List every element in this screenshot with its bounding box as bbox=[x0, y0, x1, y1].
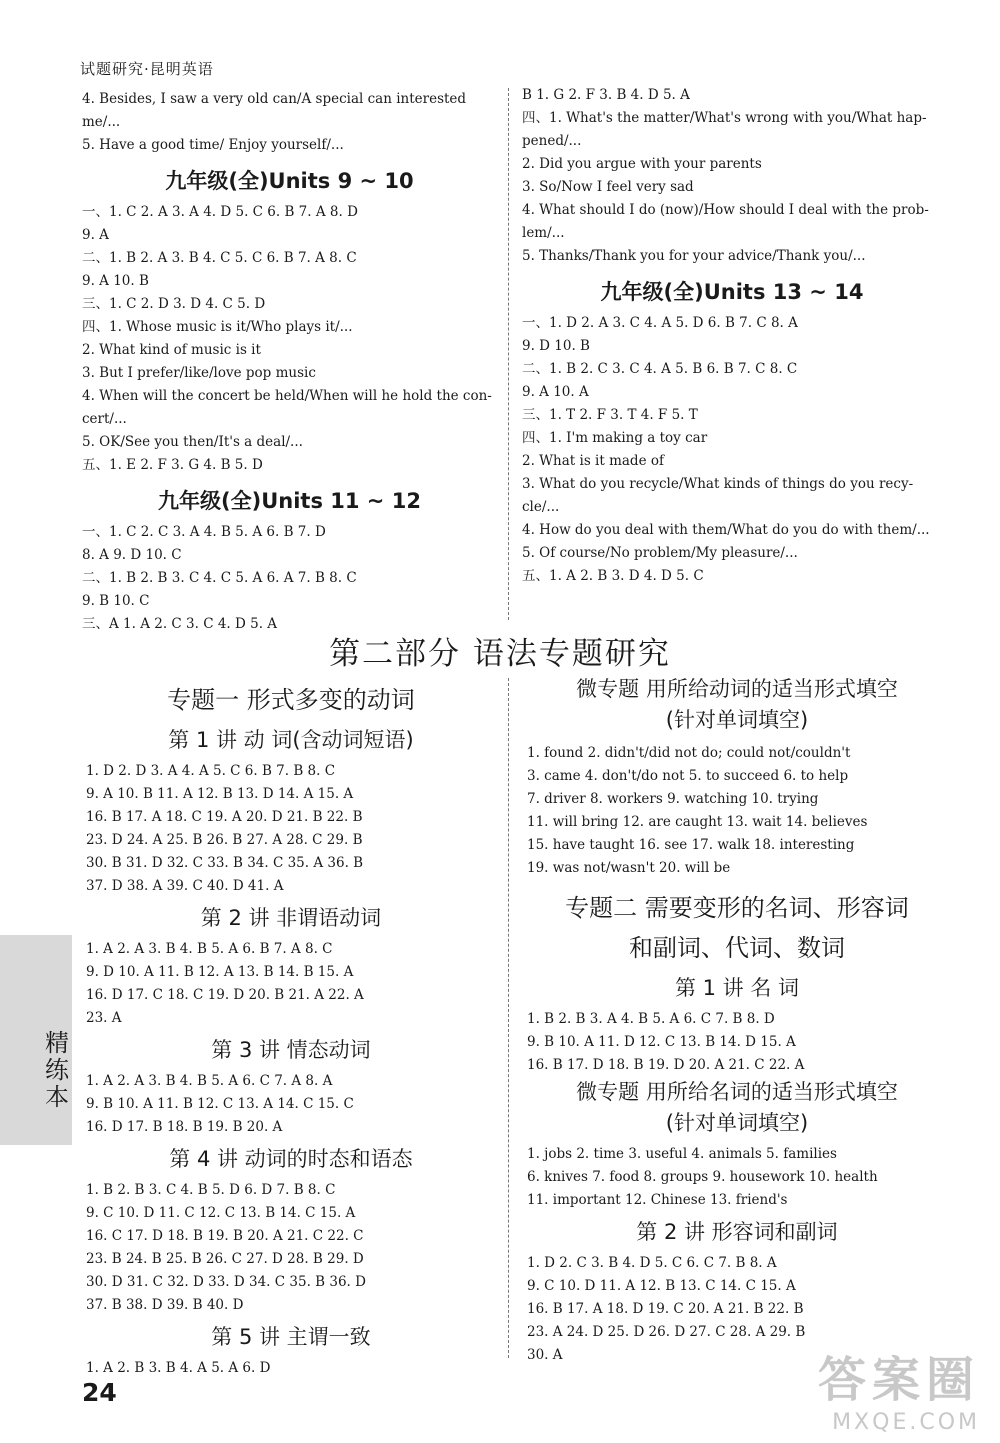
answer-line: 37. B 38. D 39. B 40. D bbox=[86, 1297, 244, 1313]
lecture-5-answers bbox=[86, 1357, 496, 1380]
answer-line: 3. What do you recycle/What kinds of things do you recy- bbox=[522, 476, 914, 492]
answer-line: 三、1. T 2. F 3. T 4. F 5. T bbox=[522, 407, 698, 423]
answer-line: 4. How do you deal with them/What do you do with them/... bbox=[522, 522, 930, 538]
answer-line: 1. A 2. A 3. B 4. B 5. A 6. B 7. A 8. C bbox=[86, 941, 333, 957]
micro-topic-1-subtitle: (针对单词填空) bbox=[665, 708, 809, 732]
answer-line: 四、1. Whose music is it/Who plays it/... bbox=[82, 319, 353, 335]
section-title-units-11-12: 九年级(全)Units 11 ~ 12 bbox=[158, 489, 421, 513]
answer-line: 15. have taught 16. see 17. walk 18. interesting bbox=[527, 837, 855, 853]
lecture-2-answers bbox=[86, 938, 496, 1030]
noun-lecture-title: 第 1 讲 名 词 bbox=[674, 976, 800, 1000]
answer-line: 30. A bbox=[527, 1347, 563, 1363]
answer-line: 16. C 17. D 18. B 19. B 20. A 21. C 22. C bbox=[86, 1228, 364, 1244]
answer-line: 9. C 10. D 11. A 12. B 13. C 14. C 15. A bbox=[527, 1278, 796, 1294]
answer-line: 四、1. I'm making a toy car bbox=[522, 430, 708, 446]
answer-line: 三、A 1. A 2. C 3. C 4. D 5. A bbox=[82, 616, 278, 632]
answer-line: 9. A 10. A bbox=[522, 384, 589, 400]
answer-line: 1. found 2. didn't/did not do; could not/couldn't bbox=[527, 745, 851, 761]
answer-line: me/... bbox=[82, 114, 121, 130]
answer-line: 11. will bring 12. are caught 13. wait 14. believes bbox=[527, 814, 868, 830]
answer-line: pened/... bbox=[522, 133, 582, 149]
part-title: 第二部分 语法专题研究 bbox=[329, 636, 671, 672]
answer-line: 5. Have a good time/ Enjoy yourself/... bbox=[82, 137, 344, 153]
answer-line: 8. A 9. D 10. C bbox=[82, 547, 182, 563]
answer-line: 6. knives 7. food 8. groups 9. housework 10. health bbox=[527, 1169, 878, 1185]
answer-line: 3. So/Now I feel very sad bbox=[522, 179, 694, 195]
answer-line: 16. B 17. A 18. D 19. C 20. A 21. B 22. B bbox=[527, 1301, 804, 1317]
answer-line: 9. B 10. A 11. D 12. C 13. B 14. D 15. A bbox=[527, 1034, 796, 1050]
column-divider-top bbox=[508, 88, 509, 620]
answer-line: 2. Did you argue with your parents bbox=[522, 156, 762, 172]
answer-line: 3. But I prefer/like/love pop music bbox=[82, 365, 316, 381]
micro-topic-1-title: 微专题 用所给动词的适当形式填空 bbox=[576, 677, 898, 701]
lecture-3-title: 第 3 讲 情态动词 bbox=[211, 1038, 371, 1062]
answer-line: 2. What kind of music is it bbox=[82, 342, 261, 358]
answer-line: 23. A bbox=[86, 1010, 122, 1026]
answer-line: 三、1. C 2. D 3. D 4. C 5. D bbox=[82, 296, 266, 312]
answer-line: 2. What is it made of bbox=[522, 453, 664, 469]
answer-lines-units-9-10 bbox=[82, 201, 497, 477]
answer-line: 二、1. B 2. C 3. C 4. A 5. B 6. B 7. C 8. C bbox=[522, 361, 798, 377]
answer-line: 9. D 10. B bbox=[522, 338, 590, 354]
answer-line: 1. B 2. B 3. C 4. B 5. D 6. D 7. B 8. C bbox=[86, 1182, 336, 1198]
watermark-text: 答案圈 bbox=[817, 1352, 980, 1408]
answer-line: 7. driver 8. workers 9. watching 10. trying bbox=[527, 791, 819, 807]
answer-line: 二、1. B 2. B 3. C 4. C 5. A 6. A 7. B 8. C bbox=[82, 570, 357, 586]
answer-line: 一、1. C 2. A 3. A 4. D 5. C 6. B 7. A 8. D bbox=[82, 204, 358, 220]
answer-line: cert/... bbox=[82, 411, 127, 427]
answer-line: 30. B 31. D 32. C 33. B 34. C 35. A 36. B bbox=[86, 855, 364, 871]
top-right-column bbox=[522, 84, 942, 588]
page-number: 24 bbox=[82, 1378, 117, 1407]
answer-line: 30. D 31. C 32. D 33. D 34. C 35. B 36. D bbox=[86, 1274, 366, 1290]
answer-line: 5. Of course/No problem/My pleasure/... bbox=[522, 545, 798, 561]
answer-line: 五、1. E 2. F 3. G 4. B 5. D bbox=[82, 457, 263, 473]
answer-line: 23. D 24. A 25. B 26. B 27. A 28. C 29. B bbox=[86, 832, 363, 848]
noun-lecture-answers bbox=[527, 1008, 947, 1077]
answer-lines-units-11-12 bbox=[82, 521, 497, 636]
answer-line: 9. A 10. B bbox=[82, 273, 149, 289]
answer-line: B 1. G 2. F 3. B 4. D 5. A bbox=[522, 87, 690, 103]
micro-topic-1-answers bbox=[527, 742, 947, 880]
answer-line: 37. D 38. A 39. C 40. D 41. A bbox=[86, 878, 284, 894]
lecture-1-answers bbox=[86, 760, 496, 898]
bottom-left-column bbox=[86, 680, 496, 1380]
answer-line: 19. was not/wasn't 20. will be bbox=[527, 860, 731, 876]
lecture-2-title: 第 2 讲 非谓语动词 bbox=[200, 906, 382, 930]
answer-line: 4. When will the concert be held/When will he hold the con- bbox=[82, 388, 492, 404]
side-tab-label: 精 练 本 bbox=[45, 1029, 69, 1111]
answer-line: 23. B 24. B 25. B 26. C 27. D 28. B 29. D bbox=[86, 1251, 364, 1267]
section-title-units-9-10: 九年级(全)Units 9 ~ 10 bbox=[165, 169, 414, 193]
watermark-url: MXQE.COM bbox=[832, 1410, 980, 1435]
answer-line: 16. B 17. D 18. B 19. D 20. A 21. C 22. A bbox=[527, 1057, 805, 1073]
answer-line: 一、1. C 2. C 3. A 4. B 5. A 6. B 7. D bbox=[82, 524, 326, 540]
answer-line: 9. C 10. D 11. C 12. C 13. B 14. C 15. A bbox=[86, 1205, 356, 1221]
micro-topic-2-title: 微专题 用所给名词的适当形式填空 bbox=[576, 1080, 898, 1104]
header-title: 试题研究·昆明英语 bbox=[80, 60, 214, 78]
lecture-4-answers bbox=[86, 1179, 496, 1317]
micro-topic-2-subtitle: (针对单词填空) bbox=[665, 1111, 809, 1135]
answer-line: 9. B 10. A 11. B 12. C 13. A 14. C 15. C bbox=[86, 1096, 354, 1112]
answer-line: 16. D 17. B 18. B 19. B 20. A bbox=[86, 1119, 283, 1135]
answer-line: 3. came 4. don't/do not 5. to succeed 6. to help bbox=[527, 768, 849, 784]
answer-line: 11. important 12. Chinese 13. friend's bbox=[527, 1192, 788, 1208]
answer-lines-units-13-14 bbox=[522, 312, 942, 588]
answer-line: 1. A 2. B 3. B 4. A 5. A 6. D bbox=[86, 1360, 271, 1376]
answer-line: 5. OK/See you then/It's a deal/... bbox=[82, 434, 303, 450]
answer-line: 一、1. D 2. A 3. C 4. A 5. D 6. B 7. C 8. A bbox=[522, 315, 798, 331]
answer-line: 9. A 10. B 11. A 12. B 13. D 14. A 15. A bbox=[86, 786, 354, 802]
answer-line: 1. B 2. B 3. A 4. B 5. A 6. C 7. B 8. D bbox=[527, 1011, 775, 1027]
lecture-5-title: 第 5 讲 主谓一致 bbox=[211, 1325, 371, 1349]
watermark bbox=[818, 1341, 980, 1435]
column-divider-bottom bbox=[508, 678, 509, 1358]
bottom-right-column bbox=[527, 674, 947, 1367]
answer-line: 1. jobs 2. time 3. useful 4. animals 5. families bbox=[527, 1146, 837, 1162]
answer-line: lem/... bbox=[522, 225, 565, 241]
topic-2-title: 专题二 需要变形的名词、形容词 bbox=[565, 894, 909, 922]
answer-lines-continued bbox=[82, 88, 497, 157]
micro-topic-2-answers bbox=[527, 1143, 947, 1212]
answer-lines-continued-right bbox=[522, 84, 942, 268]
lecture-3-answers bbox=[86, 1070, 496, 1139]
top-left-column bbox=[82, 88, 497, 636]
answer-line: 1. D 2. D 3. A 4. A 5. C 6. B 7. B 8. C bbox=[86, 763, 336, 779]
lecture-4-title: 第 4 讲 动词的时态和语态 bbox=[169, 1147, 413, 1171]
answer-line: 二、1. B 2. A 3. B 4. C 5. C 6. B 7. A 8. C bbox=[82, 250, 357, 266]
lecture-1-title: 第 1 讲 动 词(含动词短语) bbox=[168, 728, 414, 752]
adjective-lecture-title: 第 2 讲 形容词和副词 bbox=[636, 1220, 838, 1244]
answer-line: 4. What should I do (now)/How should I deal with the prob- bbox=[522, 202, 929, 218]
answer-line: cle/... bbox=[522, 499, 560, 515]
answer-line: 16. B 17. A 18. C 19. A 20. D 21. B 22. B bbox=[86, 809, 363, 825]
answer-line: 4. Besides, I saw a very old can/A special can interested bbox=[82, 91, 467, 107]
answer-line: 1. D 2. C 3. B 4. D 5. C 6. C 7. B 8. A bbox=[527, 1255, 777, 1271]
answer-line: 1. A 2. A 3. B 4. B 5. A 6. C 7. A 8. A bbox=[86, 1073, 333, 1089]
answer-line: 9. A bbox=[82, 227, 109, 243]
topic-2-subtitle: 和副词、代词、数词 bbox=[629, 934, 845, 962]
answer-line: 四、1. What's the matter/What's wrong with you/What hap- bbox=[522, 110, 927, 126]
answer-line: 9. D 10. A 11. B 12. A 13. B 14. B 15. A bbox=[86, 964, 354, 980]
answer-line: 5. Thanks/Thank you for your advice/Thank you/... bbox=[522, 248, 866, 264]
answer-line: 23. A 24. D 25. D 26. D 27. C 28. A 29. B bbox=[527, 1324, 806, 1340]
answer-line: 9. B 10. C bbox=[82, 593, 150, 609]
answer-line: 16. D 17. C 18. C 19. D 20. B 21. A 22. A bbox=[86, 987, 364, 1003]
answer-line: 五、1. A 2. B 3. D 4. D 5. C bbox=[522, 568, 704, 584]
topic-1-title: 专题一 形式多变的动词 bbox=[167, 686, 415, 714]
section-title-units-13-14: 九年级(全)Units 13 ~ 14 bbox=[600, 280, 864, 304]
